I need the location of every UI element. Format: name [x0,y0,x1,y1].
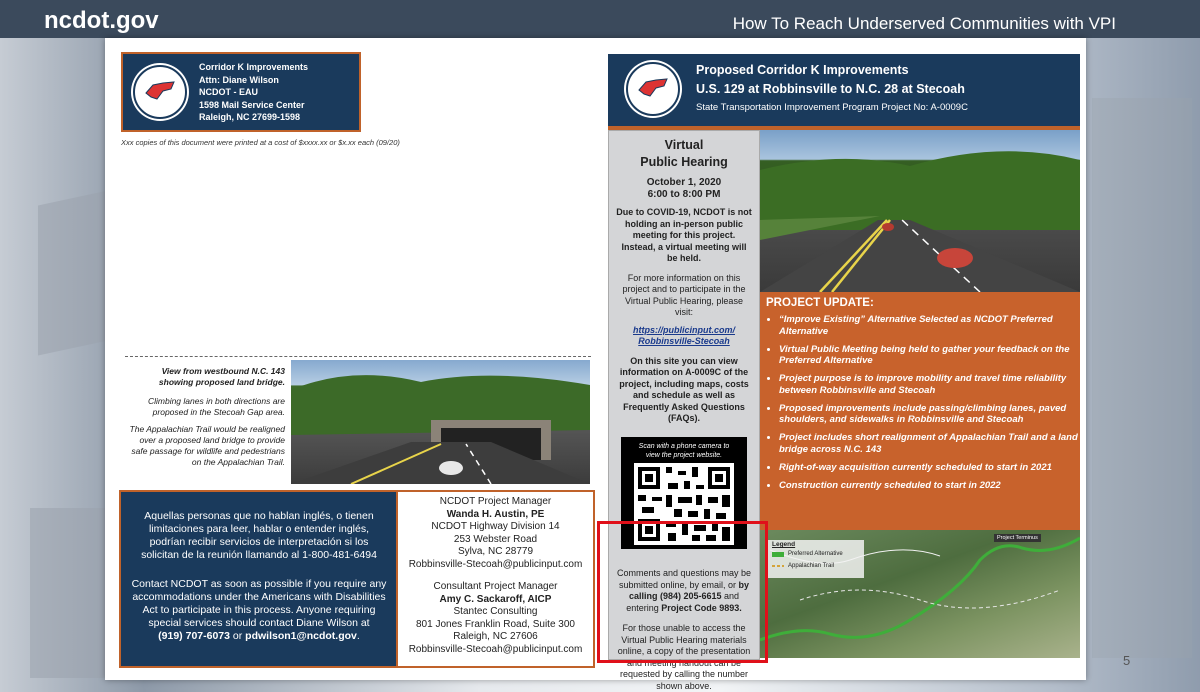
update-item: • “Improve Existing” Alternative Selected as NCDOT Preferred Alternative [779,314,1091,337]
caption-text: Climbing lanes in both directions are proposed in the Stecoah Gap area. [147,396,285,417]
comments-highlight-box [597,521,768,663]
legend-appalachian-trail: Appalachian Trail [788,563,835,569]
land-bridge-caption [125,366,285,468]
hearing-heading-line-2: Public Hearing [640,155,728,169]
update-item: • Right-of-way acquisition currently scheduled to start in 2021 [779,462,1091,474]
unable-access-text: For those unable to access the Virtual Public Hearing materials online, a copy of the presentation and meeting handout can be requested by calling the number shown above. [617,623,751,691]
comments-mid: and entering [626,591,740,613]
brand-logo-text[interactable]: ncdot.gov [44,7,159,34]
comments-intro: Comments and questions may be submitted online, by email, or [616,568,752,590]
hearing-time: 6:00 to 8:00 PM [647,188,721,200]
cpm-email-link[interactable]: Robbinsville-Stecoah@publicinput.com [408,643,583,655]
ada-phone[interactable]: (919) 707-6073 [158,630,230,642]
project-header [608,54,1080,130]
project-terminus-label: Project Terminus [994,534,1041,542]
caption-heading: View from westbound N.C. 143 showing proposed land bridge. [158,366,285,387]
project-title-line-1: Proposed Corridor K Improvements [696,63,909,77]
pm-title: NCDOT Project Manager [439,496,552,507]
land-bridge-illustration [291,360,590,484]
cpm-name: Amy C. Sackaroff, AICP [439,593,552,605]
covid-note: Due to COVID-19, NCDOT is not holding an in-person public meeting for this project. Instead, a virtual meeting will be held. [616,207,752,263]
address-line: 1598 Mail Service Center [199,99,305,110]
pm-email-link[interactable]: Robbinsville-Stecoah@publicinput.com [408,558,583,570]
ada-notice [131,578,387,643]
background-building-shape [1092,98,1192,658]
background-sign-shape [30,508,106,678]
ada-text: Contact NCDOT as soon as possible if you require any accommodations under the Americans with Disabilities Act to participate in this process. Anyone requiring special services should contact Diane Wilson at [131,578,387,629]
spanish-notice: Aquellas personas que no hablan inglés, o tienen limitaciones para leer, hablar o entender inglés, podrían recibir servicios de interpretación si los solicitan de la reunión llamando al 1-800-481-6494 [141,510,377,561]
map-legend-title: Legend [772,541,796,548]
update-item: • Virtual Public Meeting being held to gather your feedback on the Preferred Alternative [779,344,1091,367]
pm-address-1: 253 Webster Road [453,533,538,545]
highway-illustration [760,130,1080,292]
pm-name: Wanda H. Austin, PE [446,508,545,520]
print-cost-note: Xxx copies of this document were printed at a cost of $xxxx.xx or $x.xx each (09/20) [121,138,400,147]
site-info-text: On this site you can view information on A-0009C of the project, including maps, costs and schedule as well as Frequently Asked Questions (FAQs). [619,355,749,423]
road-rendering-image [760,130,1080,292]
pm-address-2: Sylva, NC 28779 [457,546,534,557]
qr-caption: Scan with a phone camera to view the project website. [638,442,730,459]
update-list [764,314,1091,498]
cpm-address-2: Raleigh, NC 27606 [453,631,538,642]
background-sign-shape [38,191,108,356]
route-map-illustration [760,530,1080,658]
hearing-heading-line-1: Virtual [664,138,704,152]
update-item: • Project purpose is to improve mobility and travel time reliability between Robbinsville and Stecoah [779,373,1091,396]
nc-state-map-icon [638,76,668,100]
project-title-line-2: U.S. 129 at Robbinsville to N.C. 28 at Stecoah [696,82,965,96]
project-url-line-2[interactable]: Robbinsville-Stecoah [638,336,730,346]
update-heading: PROJECT UPDATE: [766,297,874,309]
caption-text: The Appalachian Trail would be realigned over a proposed land bridge to provide safe passage for wildlife and pedestrians on the Appalachian Trail. [129,424,285,467]
pm-org: NCDOT Highway Division 14 [431,521,560,532]
legend-preferred-alternative: Preferred Alternative [788,551,843,557]
ada-email-link[interactable]: pdwilson1@ncdot.gov [245,630,357,642]
mailer-page [105,38,1086,691]
project-title [696,61,965,99]
project-website-link[interactable] [609,325,759,348]
nc-state-map-icon [145,79,175,103]
address-line: Raleigh, NC 27699-1598 [199,112,301,122]
return-address-box [121,52,361,132]
project-update-panel [760,292,1080,530]
language-accessibility-box [119,490,399,668]
comments-project-code: Project Code 9893. [661,602,742,613]
update-item: • Project includes short realignment of Appalachian Trail and a land bridge across N.C. 143 [779,432,1091,455]
slide-page-number: 5 [1123,653,1131,668]
cpm-address-1: 801 Jones Franklin Road, Suite 300 [416,618,575,630]
cpm-org: Stantec Consulting [453,606,538,617]
cpm-title: Consultant Project Manager [433,581,558,592]
project-url-line-1[interactable]: https://publicinput.com/ [633,324,735,335]
project-map [760,530,1080,658]
stip-number: State Transportation Improvement Program Project No: A-0009C [696,102,968,113]
project-contacts-box [396,490,595,668]
fold-line [125,356,591,357]
hearing-date: October 1, 2020 [646,177,722,188]
hearing-heading [609,137,759,171]
ncdot-seal-icon [133,65,187,119]
ada-end: . [356,630,360,642]
ncdot-seal-icon [626,62,680,116]
update-item: • Construction currently scheduled to start in 2022 [779,480,1091,492]
more-info-text: For more information on this project and to participate in the Virtual Public Hearing, please visit: [622,272,746,317]
top-bar [0,0,1200,38]
comments-phone[interactable]: by calling (984) 205-6615 [628,579,750,601]
ada-or: or [229,630,246,642]
address-line: Corridor K Improvements [199,62,309,72]
address-line: Attn: Diane Wilson [199,74,279,85]
slide-title: How To Reach Underserved Communities with VPI [732,14,1116,33]
land-bridge-rendering-image [291,360,590,484]
return-address-lines [199,61,308,124]
update-item: • Proposed improvements include passing/climbing lanes, paved shoulders, and sidewalks in Robbinsville and Stecoah [779,403,1091,426]
address-line: NCDOT - EAU [199,87,258,97]
